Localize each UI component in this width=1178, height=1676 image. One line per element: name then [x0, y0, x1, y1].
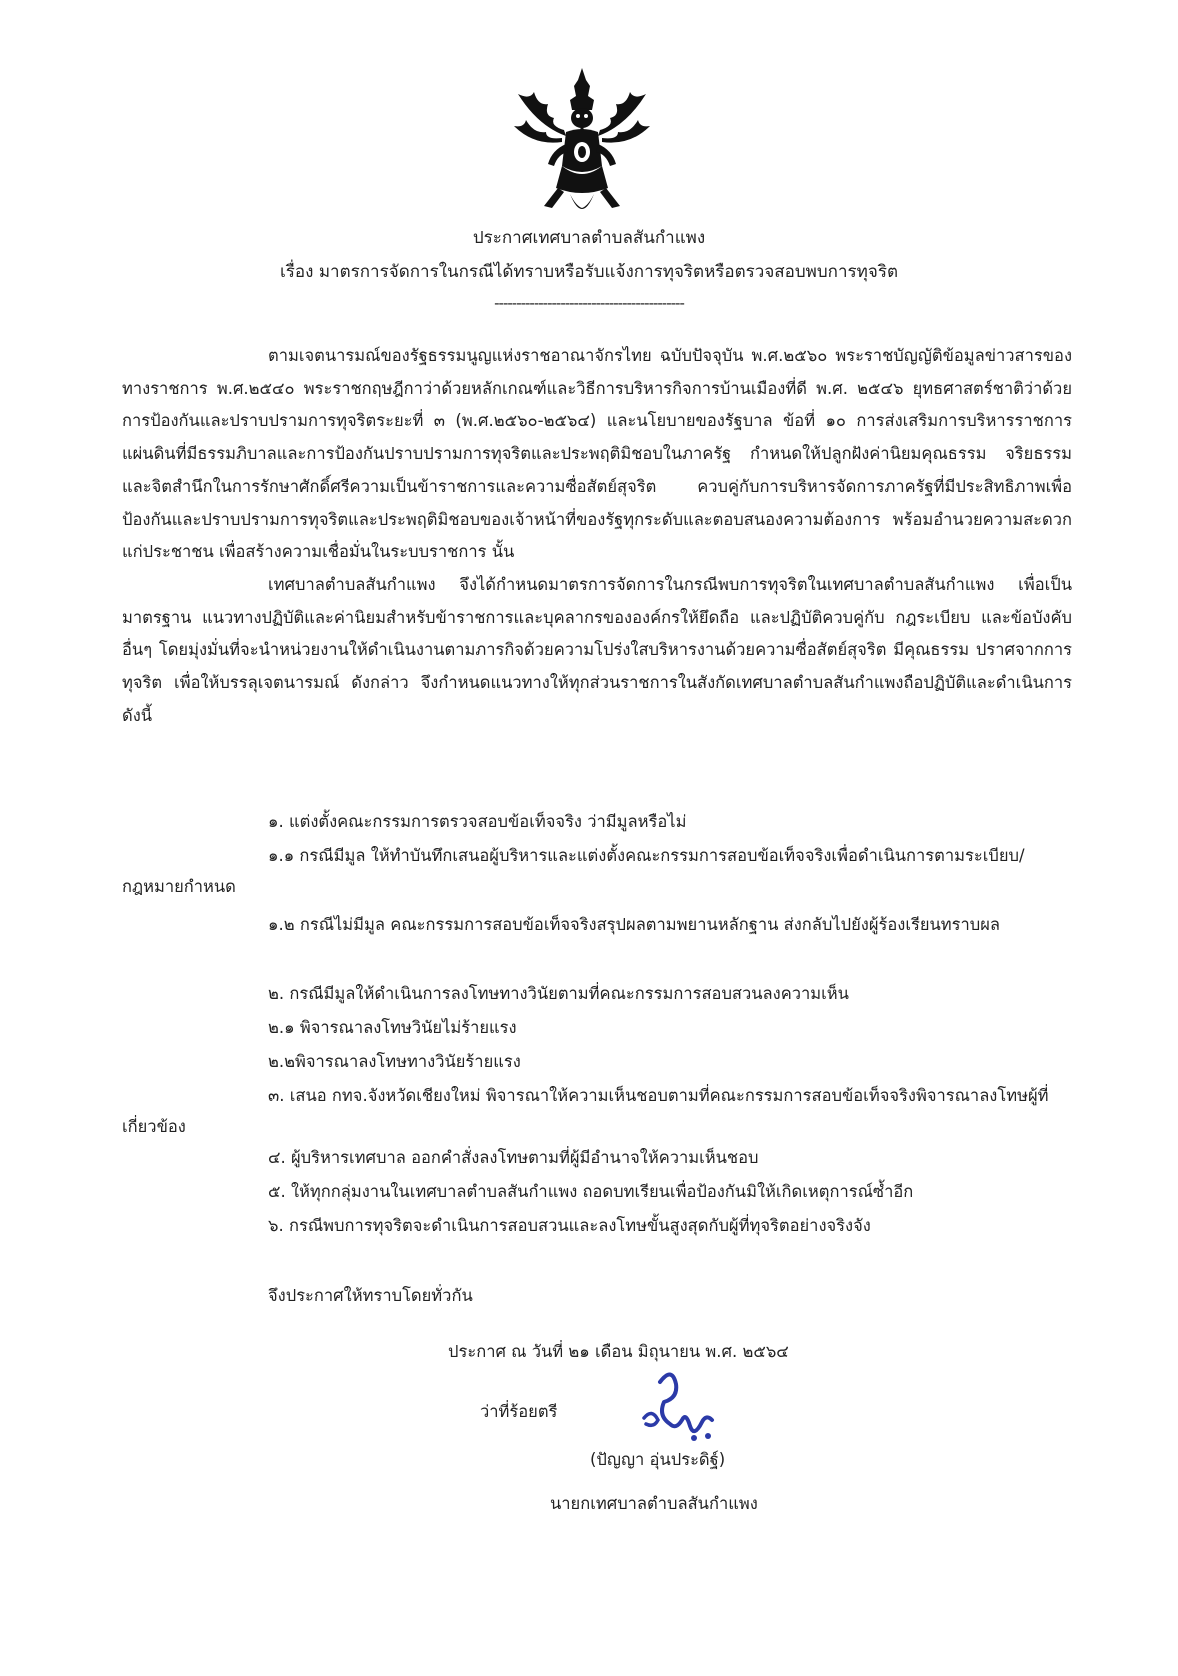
list-item: ๒.๑ พิจารณาลงโทษวินัยไม่ร้ายแรง — [268, 1018, 517, 1037]
garuda-emblem-icon — [508, 66, 656, 226]
list-item: ๖. กรณีพบการทุจริตจะดำเนินการสอบสวนและลงโทษขั้นสูงสุดกับผู้ที่ทุจริตอย่างจริงจัง — [268, 1216, 871, 1235]
list-item: ๑.๑ กรณีมีมูล ให้ทำบันทึกเสนอผู้บริหารและแต่งตั้งคณะกรรมการสอบข้อเท็จจริงเพื่อดำเนินการตามระเบียบ/กฎหมายกำหนด — [122, 846, 1025, 896]
signatory-position: นายกเทศบาลตำบลสันกำแพง — [550, 1494, 758, 1513]
closing-statement: จึงประกาศให้ทราบโดยทั่วกัน — [268, 1286, 473, 1305]
signatory-name: (ปัญญา อุ่นประดิฐ์) — [590, 1450, 726, 1469]
paragraph-measures: เทศบาลตำบลสันกำแพง จึงได้กำหนดมาตรการจัดการในกรณีพบการทุจริตในเทศบาลตำบลสันกำแพง เพื่อเป็นมาตรฐาน แนวทางปฏิบัติและค่านิยมสำหรับข้าราชการและบุคลากรขององค์กรให้ยึดถือ และปฏิบัติควบคู่กับ กฎระเบียบ และข้อบังคับอื่นๆ โดยมุ่งมั่นที่จะนำหน่วยงานให้ดำเนินงานตามภารกิจด้วยความโปร่งใสบริหารงานด้วยความซื่อสัตย์สุจริต มีคุณธรรม ปราศจากการทุจริต เพื่อให้บรรลุเจตนารมณ์ ดังกล่าว จึงกำหนดแนวทางให้ทุกส่วนราชการในสังกัดเทศบาลตำบลสันกำแพงถือปฏิบัติและดำเนินการ ดังนี้ — [122, 574, 1072, 725]
list-item: ๑.๒ กรณีไม่มีมูล คณะกรรมการสอบข้อเท็จจริงสรุปผลตามพยานหลักฐาน ส่งกลับไปยังผู้ร้องเรียนทราบผล — [268, 915, 1001, 934]
announcement-date: ประกาศ ณ วันที่ ๒๑ เดือน มิถุนายน พ.ศ. ๒๕๖๔ — [448, 1342, 789, 1361]
list-item: ๕. ให้ทุกกลุ่มงานในเทศบาลตำบลสันกำแพง ถอดบทเรียนเพื่อป้องกันมิให้เกิดเหตุการณ์ซ้ำอีก — [268, 1182, 914, 1201]
signatory-rank: ว่าที่ร้อยตรี — [480, 1402, 558, 1421]
handwritten-signature-icon — [630, 1368, 722, 1448]
separator-rule: ------------------------------------------- — [494, 294, 684, 312]
document-subject: เรื่อง มาตรการจัดการในกรณีได้ทราบหรือรับแจ้งการทุจริตหรือตรวจสอบพบการทุจริต — [279, 262, 898, 282]
list-item: ๔. ผู้บริหารเทศบาล ออกคำสั่งลงโทษตามที่ผู้มีอำนาจให้ความเห็นชอบ — [268, 1148, 759, 1167]
document-title: ประกาศเทศบาลตำบลสันกำแพง — [472, 228, 706, 248]
paragraph-preamble: ตามเจตนารมณ์ของรัฐธรรมนูญแห่งราชอาณาจักรไทย ฉบับปัจจุบัน พ.ศ.๒๕๖๐ พระราชบัญญัติข้อมูลข่าวสารของทางราชการ พ.ศ.๒๕๔๐ พระราชกฤษฎีกาว่าด้วยหลักเกณฑ์และวิธีการบริหารกิจการบ้านเมืองที่ดี พ.ศ. ๒๕๔๖ ยุทธศาสตร์ชาติว่าด้วยการป้องกันและปราบปรามการทุจริตระยะที่ ๓ (พ.ศ.๒๕๖๐-๒๕๖๔) และนโยบายของรัฐบาล ข้อที่ ๑๐ การส่งเสริมการบริหารราชการแผ่นดินที่มีธรรมภิบาลและการป้องกันปราบปรามการทุจริตและประพฤติมิชอบในภาครัฐ กำหนดให้ปลูกฝังค่านิยมคุณธรรม จริยธรรม และจิตสำนึกในการรักษาศักดิ์ศรีความเป็นข้าราชการและความซื่อสัตย์สุจริต ควบคู่กับการบริหารจัดการภาครัฐที่มีประสิทธิภาพเพื่อป้องกันและปราบปรามการทุจริตและประพฤติมิชอบของเจ้าหน้าที่ของรัฐทุกระดับและตอบสนองความต้องการ พร้อมอำนวยความสะดวกแก่ประชาชน เพื่อสร้างความเชื่อมั่นในระบบราชการ นั้น — [122, 346, 1072, 562]
list-item: ๒.๒พิจารณาลงโทษทางวินัยร้ายแรง — [268, 1052, 521, 1071]
document-body — [122, 340, 1072, 732]
list-item: ๓. เสนอ กทจ.จังหวัดเชียงใหม่ พิจารณาให้ความเห็นชอบตามที่คณะกรรมการสอบข้อเท็จจริงพิจารณาลงโทษผู้ที่เกี่ยวข้อง — [122, 1086, 1049, 1136]
list-item: ๒. กรณีมีมูลให้ดำเนินการลงโทษทางวินัยตามที่คณะกรรมการสอบสวนลงความเห็น — [268, 984, 849, 1003]
list-item: ๑. แต่งตั้งคณะกรรมการตรวจสอบข้อเท็จจริง ว่ามีมูลหรือไม่ — [268, 812, 687, 831]
